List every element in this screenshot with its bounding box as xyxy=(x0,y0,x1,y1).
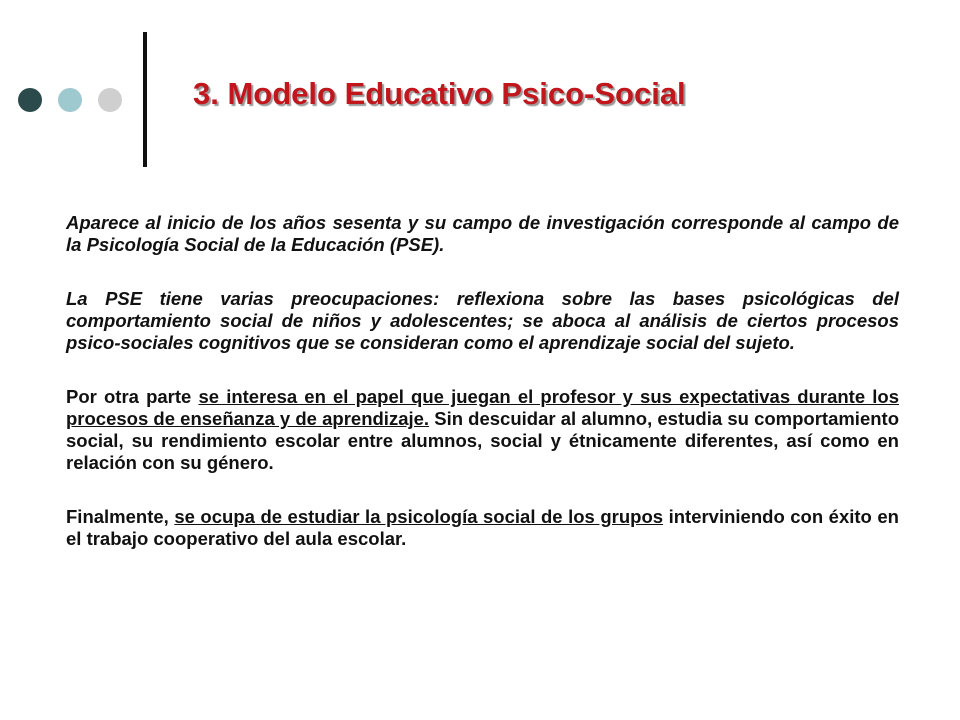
paragraph-3-underlined: se interesa en el papel que juegan el profesor y sus expectativas durante los procesos de enseñanza y de aprendizaje. xyxy=(66,386,899,429)
paragraph-4 xyxy=(66,506,899,550)
paragraph-3-rest: Sin descuidar al alumno, estudia su comportamiento social, su rendimiento escolar entre alumnos, social y étnicamente diferentes, así como en relación con su género. xyxy=(66,408,899,473)
slide-body xyxy=(66,212,899,582)
paragraph-2: La PSE tiene varias preocupaciones: reflexiona sobre las bases psicológicas del comportamiento social de niños y adolescentes; se aboca al análisis de ciertos procesos psico-sociales cognitivos que se consideran como el aprendizaje social del sujeto. xyxy=(66,288,899,353)
paragraph-3 xyxy=(66,386,899,474)
light-teal-dot xyxy=(58,88,82,112)
decorative-dots xyxy=(18,88,122,112)
gray-dot xyxy=(98,88,122,112)
dark-teal-dot xyxy=(18,88,42,112)
paragraph-3-lead: Por otra parte xyxy=(66,386,199,407)
slide-title: 3. Modelo Educativo Psico-Social xyxy=(193,76,686,111)
vertical-divider xyxy=(143,32,147,167)
paragraph-4-underlined: se ocupa de estudiar la psicología social de los grupos xyxy=(174,506,664,527)
paragraph-4-lead: Finalmente, xyxy=(66,506,175,527)
paragraph-4-rest: interviniendo con éxito en el trabajo cooperativo del aula escolar. xyxy=(66,506,899,549)
paragraph-1: Aparece al inicio de los años sesenta y su campo de investigación corresponde al campo de la Psicología Social de la Educación (PSE). xyxy=(66,212,899,255)
